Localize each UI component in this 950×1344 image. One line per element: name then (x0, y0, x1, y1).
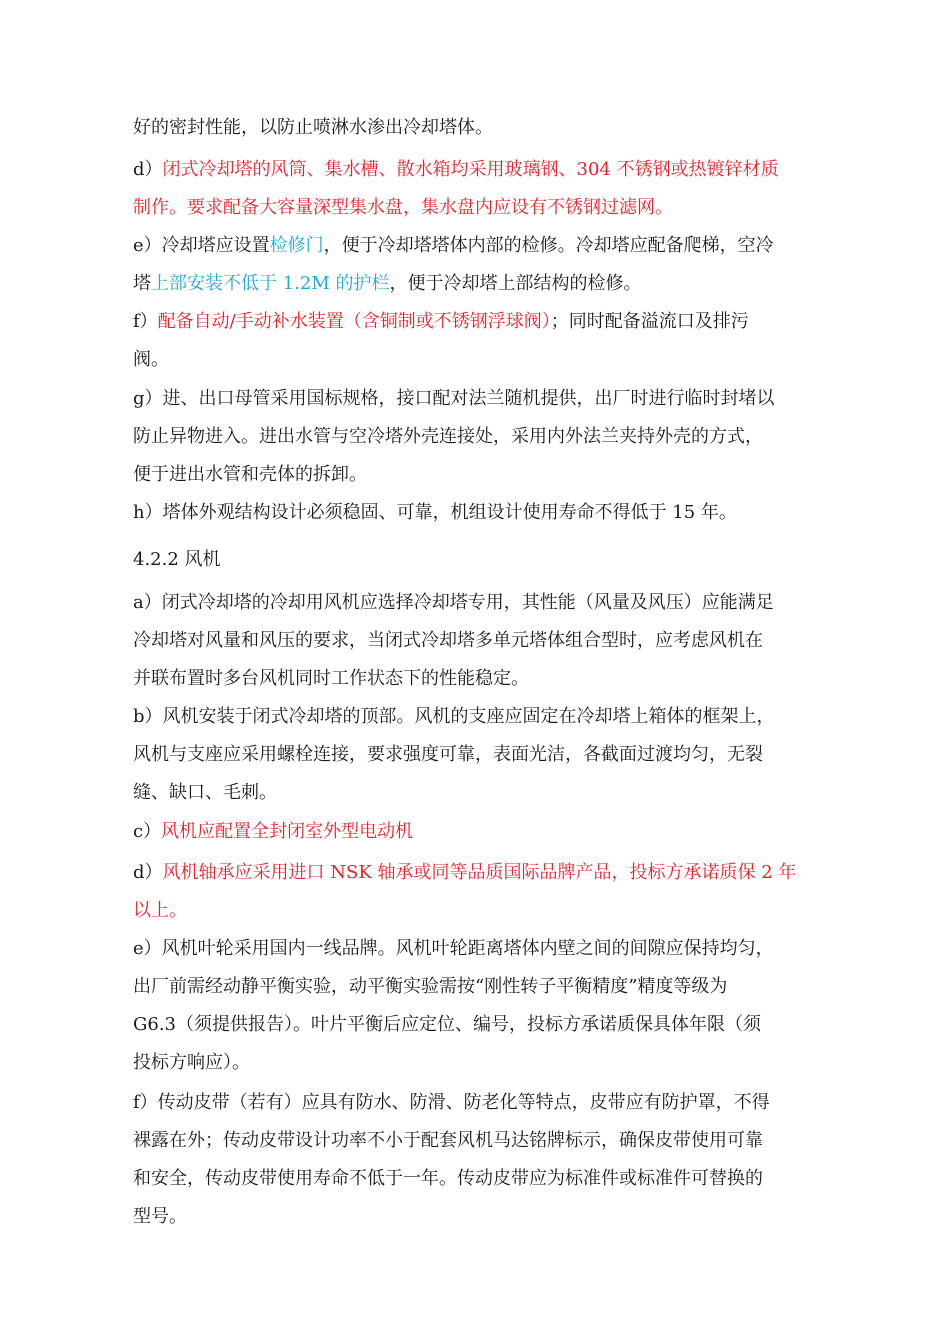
highlight-red-text: 风机应配置全封闭室外型电动机 (161, 821, 414, 842)
text-segment: ；同时配备溢流口及排污 (550, 311, 749, 332)
paragraph-h-lifetime (133, 494, 823, 532)
text-line (133, 265, 823, 303)
highlight-cyan-text: 上部安装不低于 1.2M 的护栏 (151, 273, 390, 294)
paragraph-f-water-supply (133, 303, 823, 379)
text-line: 便于进出水管和壳体的拆卸。 (133, 464, 367, 485)
paragraph-g-pipes (133, 380, 823, 494)
section-heading (133, 541, 823, 579)
item-prefix: d） (133, 159, 163, 180)
text-line: 并联布置时多台风机同时工作状态下的性能稳定。 (133, 668, 529, 689)
text-line: 风机与支座应采用螺栓连接，要求强度可靠，表面光洁，各截面过渡均匀，无裂 (133, 744, 763, 765)
highlight-red-text: 闭式冷却塔的风筒、集水槽、散水箱均采用玻璃钢、304 不锈钢或热镀锌材质 (162, 159, 779, 180)
paragraph-fan-a (133, 584, 823, 698)
highlight-red-text: 配备自动/手动补水装置（含铜制或不锈钢浮球阀） (157, 311, 551, 332)
text-line: 阀。 (133, 349, 169, 370)
text-segment: ，便于冷却塔上部结构的检修。 (389, 273, 642, 294)
text-line: e）风机叶轮采用国内一线品牌。风机叶轮距离塔体内壁之间的间隙应保持均匀， (133, 938, 774, 959)
paragraph-d-materials (133, 151, 823, 227)
text-line: a）闭式冷却塔的冷却用风机应选择冷却塔专用，其性能（风量及风压）应能满足 (133, 592, 774, 613)
highlight-cyan-text: 检修门 (269, 235, 324, 256)
paragraph-fan-b (133, 698, 823, 812)
text-segment: ，便于冷却塔塔体内部的检修。冷却塔应配备爬梯，空冷 (323, 235, 774, 256)
paragraph-fan-d (133, 854, 823, 930)
text-line (133, 813, 823, 851)
text-line: 防止异物进入。进出水管与空冷塔外壳连接处，采用内外法兰夹持外壳的方式， (133, 426, 763, 447)
text-line (133, 151, 823, 189)
text-line: b）风机安装于闭式冷却塔的顶部。风机的支座应固定在冷却塔上箱体的框架上， (133, 706, 775, 727)
highlight-red-text: 制作。要求配备大容量深型集水盘，集水盘内应设有不锈钢过滤网。 (133, 197, 673, 218)
text-line: 和安全，传动皮带使用寿命不低于一年。传动皮带应为标准件或标准件可替换的 (133, 1168, 763, 1189)
item-prefix: d） (133, 862, 163, 883)
text-line: 投标方响应）。 (133, 1052, 250, 1073)
text-line: 好的密封性能，以防止喷淋水渗出冷却塔体。 (133, 117, 493, 138)
text-line (133, 854, 823, 892)
text-line (133, 227, 823, 265)
text-line: 冷却塔对风量和风压的要求，当闭式冷却塔多单元塔体组合型时，应考虑风机在 (133, 630, 763, 651)
paragraph-fan-f (133, 1084, 823, 1236)
paragraph-fan-e (133, 930, 823, 1082)
text-line: 缝、缺口、毛刺。 (133, 782, 277, 803)
text-line: 裸露在外；传动皮带设计功率不小于配套风机马达铭牌标示，确保皮带使用可靠 (133, 1130, 763, 1151)
highlight-red-text: 风机轴承应采用进口 NSK 轴承或同等品质国际品牌产品，投标方承诺质保 2 年 (162, 862, 797, 883)
text-line: G6.3（须提供报告）。叶片平衡后应定位、编号，投标方承诺质保具体年限（须 (133, 1014, 762, 1035)
section-title: 4.2.2 风机 (133, 549, 221, 570)
text-line: 出厂前需经动静平衡实验，动平衡实验需按“刚性转子平衡精度”精度等级为 (133, 976, 728, 997)
paragraph-e-maintenance (133, 227, 823, 303)
paragraph-fan-c (133, 813, 823, 851)
highlight-red-text: 以上。 (133, 900, 187, 921)
text-line: 型号。 (133, 1206, 187, 1227)
text-line: h）塔体外观结构设计必须稳固、可靠，机组设计使用寿命不得低于 15 年。 (133, 502, 737, 523)
text-line (133, 303, 823, 341)
text-segment: 塔 (133, 273, 151, 294)
text-segment: e）冷却塔应设置 (133, 235, 270, 256)
item-prefix: f） (133, 311, 158, 332)
item-prefix: c） (133, 821, 162, 842)
text-line: f）传动皮带（若有）应具有防水、防滑、防老化等特点，皮带应有防护罩，不得 (133, 1092, 770, 1113)
text-line: g）进、出口母管采用国标规格，接口配对法兰随机提供，出厂时进行临时封堵以 (133, 388, 775, 409)
paragraph-sealing-continuation (133, 109, 823, 147)
